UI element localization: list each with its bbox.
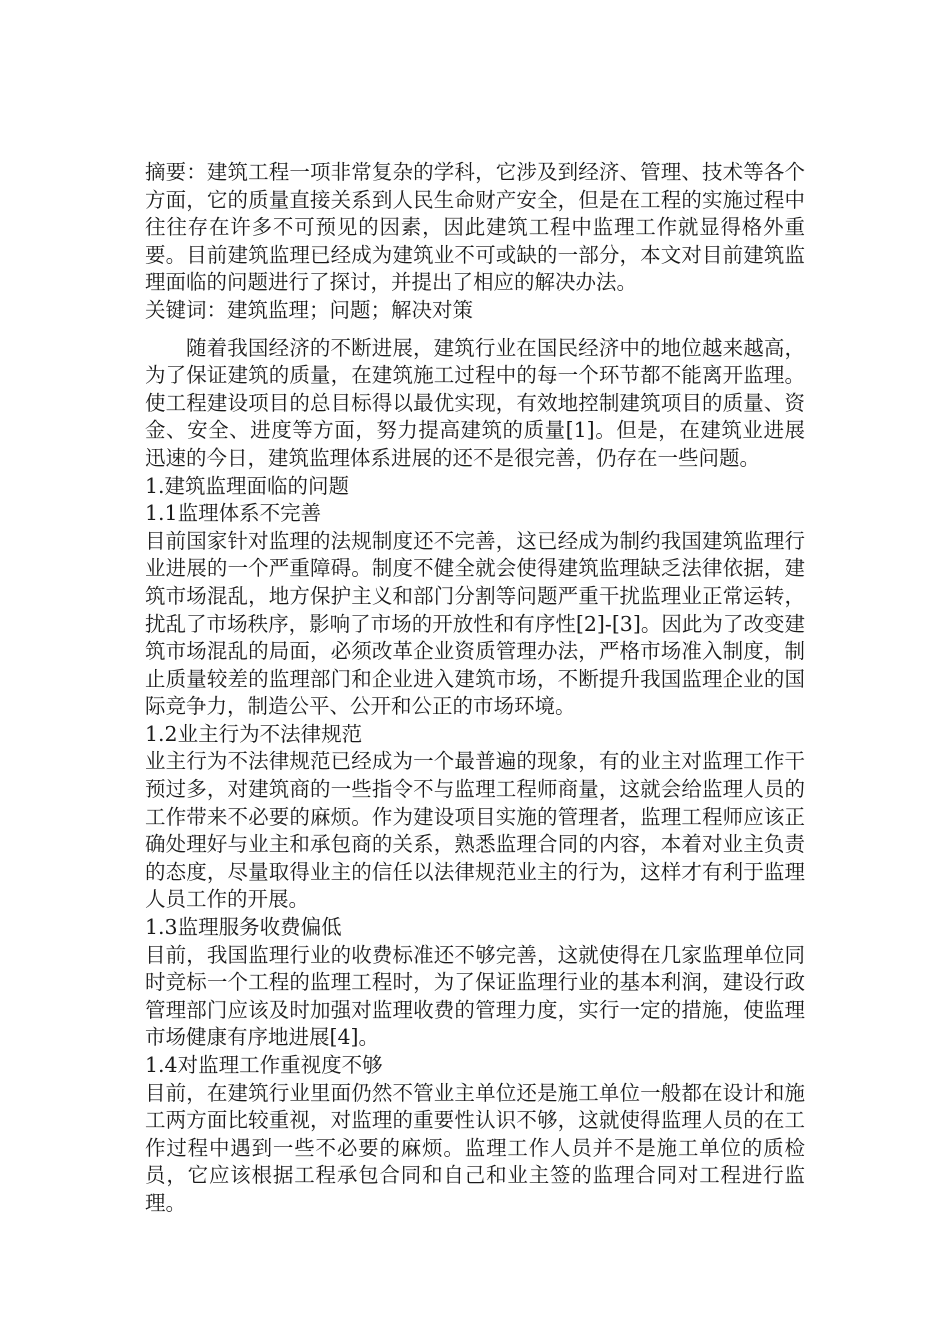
subsection-heading-1-2: 1.2业主行为不法律规范 [145, 721, 363, 746]
abstract: 摘要：建筑工程一项非常复杂的学科，它涉及到经济、管理、技术等各个方面，它的质量直接关系到人民生命财产安全，但是在工程的实施过程中往往存在许多不可预见的因素，因此建筑工程中监理工作就显得格外重要。目前建筑监理已经成为建筑业不可或缺的一部分，本文对目前建筑监理面临的问题进行了探讨，并提出了相应的解决办法。 [145, 160, 805, 295]
subsection-heading-1-1: 1.1监理体系不完善 [145, 501, 322, 526]
intro-paragraph: 随着我国经济的不断进展，建筑行业在国民经济中的地位越来越高，为了保证建筑的质量，在建筑施工过程中的每一个环节都不能离开监理。使工程建设项目的总目标得以最优实现，有效地控制建筑项目的质量、资金、安全、进度等方面，努力提高建筑的质量[1]。但是，在建筑业进展迅速的今日，建筑监理体系进展的还不是很完善，仍存在一些问题。 [145, 335, 805, 470]
subsection-body-1-3: 目前，我国监理行业的收费标准还不够完善，这就使得在几家监理单位同时竞标一个工程的监理工程时，为了保证监理行业的基本利润，建设行政管理部门应该及时加强对监理收费的管理力度，实行一定的措施，使监理市场健康有序地进展[4]。 [145, 942, 805, 1050]
keywords: 关键词：建筑监理；问题；解决对策 [145, 297, 473, 322]
subsection-heading-1-4: 1.4对监理工作重视度不够 [145, 1053, 383, 1077]
subsection-body-1-1: 目前国家针对监理的法规制度还不完善，这已经成为制约我国建筑监理行业进展的一个严重障碍。制度不健全就会使得建筑监理缺乏法律依据，建筑市场混乱，地方保护主义和部门分割等问题严重干扰监理业正常运转，扰乱了市场秩序，影响了市场的开放性和有序性[2]-[3]。因此为了改变建筑市场混乱的局面，必须改革企业资质管理办法，严格市场准入制度，制止质量较差的监理部门和企业进入建筑市场，不断提升我国监理企业的国际竞争力，制造公平、公开和公正的市场环境。 [145, 528, 805, 719]
document-page [145, 159, 805, 1218]
subsection-heading-1-3: 1.3监理服务收费偏低 [145, 915, 342, 940]
subsection-body-1-2: 业主行为不法律规范已经成为一个最普遍的现象，有的业主对监理工作干预过多，对建筑商的一些指令不与监理工程师商量，这就会给监理人员的工作带来不必要的麻烦。作为建设项目实施的管理者，监理工程师应该正确处理好与业主和承包商的关系，熟悉监理合同的内容，本着对业主负责的态度，尽量取得业主的信任以法律规范业主的行为，这样才有利于监理人员工作的开展。 [145, 749, 805, 912]
section-heading-1: 1.建筑监理面临的问题 [145, 473, 350, 498]
subsection-body-1-4: 目前，在建筑行业里面仍然不管业主单位还是施工单位一般都在设计和施工两方面比较重视，对监理的重要性认识不够，这就使得监理人员的在工作过程中遇到一些不必要的麻烦。监理工作人员并不是施工单位的质检员，它应该根据工程承包合同和自己和业主签的监理合同对工程进行监理。 [145, 1080, 805, 1215]
